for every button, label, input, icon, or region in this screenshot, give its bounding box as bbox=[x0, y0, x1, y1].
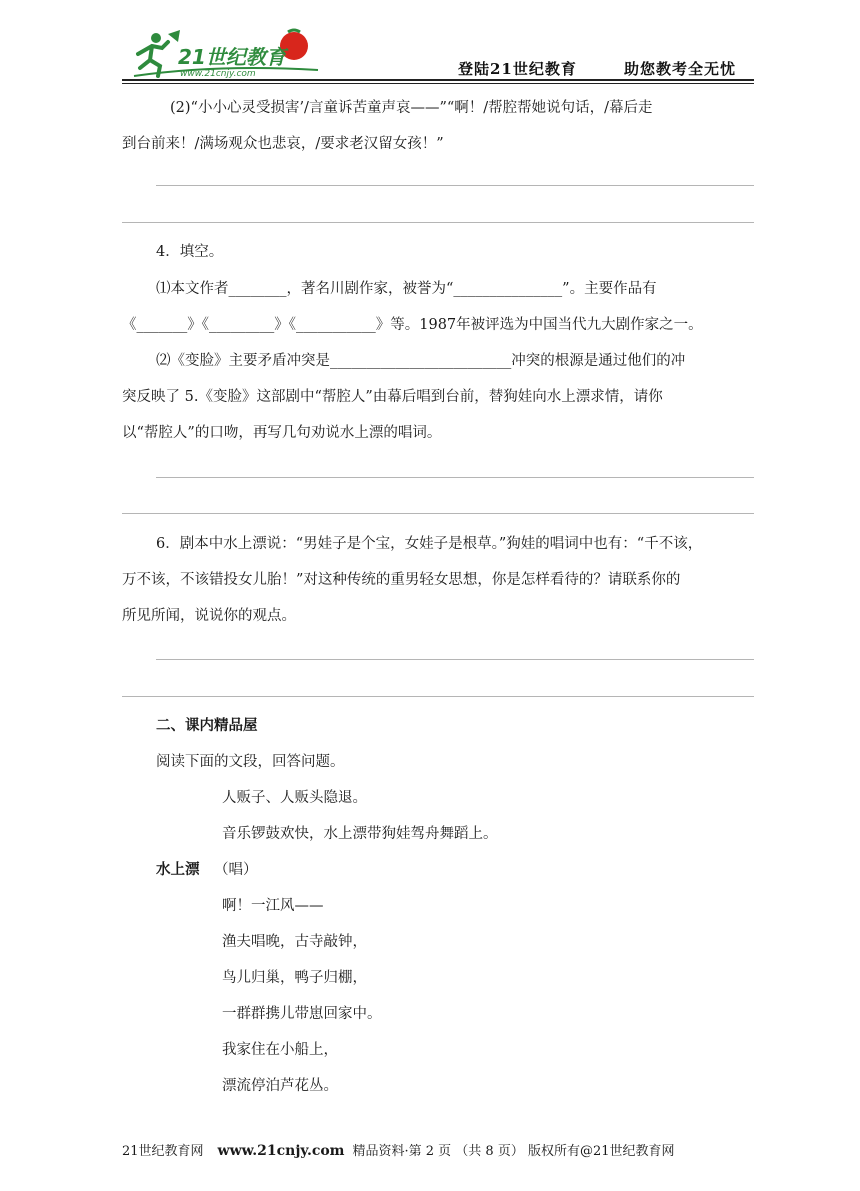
speaker-note: （唱） bbox=[214, 862, 258, 878]
speaker-name: 水上漂 bbox=[156, 862, 200, 878]
page-footer bbox=[122, 1140, 754, 1159]
logo-url: www.21cnjy.com bbox=[180, 69, 256, 79]
site-logo bbox=[128, 24, 328, 84]
q4-2-line-1: ⑵《变脸》主要矛盾冲突是_________________________冲突的根源是通过他们的冲 bbox=[156, 353, 686, 369]
q4-2-line-2: 突反映了 5.《变脸》这部剧中“帮腔人”由幕后唱到台前，替狗娃向水上漂求情，请你 bbox=[122, 389, 663, 405]
answer-line bbox=[156, 659, 754, 660]
stage-direction: 人贩子、人贩头隐退。 bbox=[222, 790, 367, 806]
q3-2-line-2: 到台前来！/满场观众也悲哀，/要求老汉留女孩！” bbox=[122, 136, 444, 152]
footer-site: 21世纪教育网 bbox=[122, 1144, 204, 1159]
answer-line bbox=[122, 696, 754, 697]
q6-line-1: 6．剧本中水上漂说：“男娃子是个宝，女娃子是根草。”狗娃的唱词中也有：“千不该， bbox=[156, 536, 703, 552]
header-rule bbox=[122, 83, 754, 84]
footer-url-link[interactable]: www.21cnjy.com bbox=[217, 1143, 345, 1159]
q4-title: 4．填空。 bbox=[156, 244, 224, 260]
q4-1-line-1: ⑴本文作者________，著名川剧作家，被誉为“_______________”。主要作品有 bbox=[156, 281, 657, 297]
q4-1-line-2: 《_______》《_________》《___________》等。1987年被评选为中国当代九大剧作家之一。 bbox=[122, 317, 703, 333]
answer-line bbox=[156, 477, 754, 478]
answer-line bbox=[122, 222, 754, 223]
section-title: 二、课内精品屋 bbox=[156, 718, 258, 734]
slogan-left: 登陆21世纪教育 bbox=[458, 60, 577, 78]
lyric-line: 漂流停泊芦花丛。 bbox=[222, 1078, 338, 1094]
stage-direction: 音乐锣鼓欢快，水上漂带狗娃驾舟舞蹈上。 bbox=[222, 826, 498, 842]
q3-2-line-1: (2)“小小心灵受损害’/言童诉苦童声哀——”“啊！/帮腔帮她说句话，/幕后走 bbox=[170, 100, 653, 116]
lyric-line: 一群群携儿带崽回家中。 bbox=[222, 1006, 382, 1022]
answer-line bbox=[122, 513, 754, 514]
lyric-line: 鸟儿归巢，鸭子归棚， bbox=[222, 970, 367, 986]
logo-text: 21世纪教育 bbox=[178, 45, 286, 69]
runner-logo-icon bbox=[128, 24, 328, 84]
q6-line-3: 所见所闻，说说你的观点。 bbox=[122, 608, 296, 624]
lyric-line: 我家住在小船上， bbox=[222, 1042, 338, 1058]
section-intro: 阅读下面的文段，回答问题。 bbox=[156, 754, 345, 770]
answer-line bbox=[156, 185, 754, 186]
slogan-right: 助您教考全无忧 bbox=[624, 60, 737, 78]
q6-line-2: 万不该，不该错投女儿胎！”对这种传统的重男轻女思想，你是怎样看待的？请联系你的 bbox=[122, 572, 681, 588]
q4-2-line-3: 以“帮腔人”的口吻，再写几句劝说水上漂的唱词。 bbox=[122, 425, 442, 441]
lyric-line: 啊！一江风—— bbox=[222, 898, 324, 914]
footer-info: 精品资料·第 2 页 （共 8 页） 版权所有@21世纪教育网 bbox=[352, 1144, 675, 1159]
lyric-line: 渔夫唱晚，古寺敲钟， bbox=[222, 934, 367, 950]
header-rule bbox=[122, 79, 754, 81]
